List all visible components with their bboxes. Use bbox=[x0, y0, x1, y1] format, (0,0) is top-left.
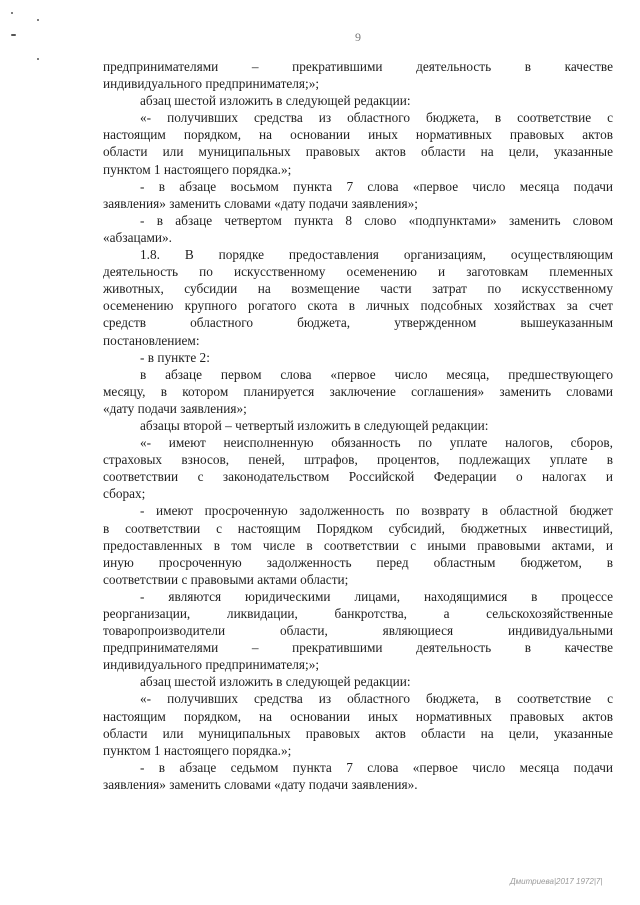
paragraph bbox=[103, 58, 613, 92]
text-line: животных, субсидии на возмещение части затрат по искусственному bbox=[103, 281, 613, 297]
text-line: предпринимателями – прекратившими деятельность в качестве bbox=[103, 640, 613, 656]
paragraph bbox=[103, 690, 613, 758]
text-line: «- получивших средства из областного бюджета, в соответствие с bbox=[140, 691, 613, 707]
paragraph bbox=[103, 434, 613, 502]
document-footer-code: Дмитриева|2017 1972|7| bbox=[510, 877, 603, 886]
scan-speck bbox=[37, 58, 39, 60]
text-line: 1.8. В порядке предоставления организациям, осуществляющим bbox=[140, 247, 613, 263]
text-line: абзац шестой изложить в следующей редакции: bbox=[140, 93, 411, 109]
text-line: соответствии с правовыми актами области; bbox=[103, 571, 349, 587]
paragraph bbox=[103, 759, 613, 793]
scan-speck bbox=[37, 19, 39, 21]
text-line: иную просроченную задолженность перед областным бюджетом, в bbox=[103, 554, 613, 570]
text-line: «дату подачи заявления»; bbox=[103, 400, 247, 416]
paragraph bbox=[103, 178, 613, 212]
text-line: товаропроизводители области, являющиеся индивидуальными bbox=[103, 623, 613, 639]
text-line: - в пункте 2: bbox=[140, 349, 210, 365]
text-line: - являются юридическими лицами, находящимися в процессе bbox=[140, 588, 613, 604]
text-line: пунктом 1 настоящего порядка.»; bbox=[103, 742, 292, 758]
text-line: сборах; bbox=[103, 486, 146, 502]
text-line: абзацы второй – четвертый изложить в следующей редакции: bbox=[140, 417, 489, 433]
text-line: постановлением: bbox=[103, 332, 200, 348]
text-line: осеменению крупного рогатого скота в личных подсобных хозяйствах за счет bbox=[103, 298, 613, 314]
text-line: - в абзаце седьмом пункта 7 слова «первое число месяца подачи bbox=[140, 759, 613, 775]
text-line: заявления» заменить словами «дату подачи заявления». bbox=[103, 776, 418, 792]
paragraph bbox=[103, 417, 613, 434]
scan-speck bbox=[11, 12, 13, 14]
paragraph bbox=[103, 673, 613, 690]
paragraph bbox=[103, 588, 613, 673]
paragraph bbox=[103, 92, 613, 109]
text-line: «- имеют неисполненную обязанность по уплате налогов, сборов, bbox=[140, 435, 613, 451]
text-line: настоящим порядком, на основании иных нормативных правовых актов bbox=[103, 127, 613, 143]
text-line: заявления» заменить словами «дату подачи заявления»; bbox=[103, 195, 419, 211]
text-line: предоставленных в том числе в соответствии с иными правовыми актами, и bbox=[103, 537, 613, 553]
scan-speck bbox=[11, 34, 16, 36]
paragraph bbox=[103, 366, 613, 417]
text-line: «абзацами». bbox=[103, 229, 172, 245]
text-line: реорганизации, ликвидации, банкротства, а сельскохозяйственные bbox=[103, 606, 613, 621]
text-line: области или муниципальных правовых актов области на цели, указанные bbox=[103, 725, 613, 741]
text-line: области или муниципальных правовых актов области на цели, указанные bbox=[103, 144, 613, 160]
text-line: деятельность по искусственному осеменению и заготовкам племенных bbox=[103, 264, 613, 280]
paragraph bbox=[103, 349, 613, 366]
paragraph bbox=[103, 502, 613, 587]
document-body bbox=[103, 58, 613, 793]
paragraph bbox=[103, 109, 613, 177]
text-line: предпринимателями – прекратившими деятельность в качестве bbox=[103, 59, 613, 74]
text-line: - имеют просроченную задолженность по возврату в областной бюджет bbox=[140, 503, 613, 519]
page-number: 9 bbox=[355, 30, 361, 44]
text-line: соответствии с законодательством Российской Федерации о налогах и bbox=[103, 469, 613, 485]
text-line: индивидуального предпринимателя;»; bbox=[103, 657, 320, 673]
text-line: страховых взносов, пеней, штрафов, процентов, подлежащих уплате в bbox=[103, 452, 613, 468]
text-line: в соответствии с настоящим Порядком субсидий, бюджетных инвестиций, bbox=[103, 520, 613, 536]
text-line: средств областного бюджета, утвержденном вышеуказанным bbox=[103, 315, 613, 331]
text-line: абзац шестой изложить в следующей редакции: bbox=[140, 674, 411, 690]
text-line: в абзаце первом слова «первое число месяца, предшествующего bbox=[140, 366, 613, 382]
text-line: настоящим порядком, на основании иных нормативных правовых актов bbox=[103, 708, 613, 724]
text-line: - в абзаце восьмом пункта 7 слова «первое число месяца подачи bbox=[140, 178, 613, 194]
text-line: «- получивших средства из областного бюджета, в соответствие с bbox=[140, 110, 613, 126]
text-line: - в абзаце четвертом пункта 8 слово «подпунктами» заменить словом bbox=[140, 212, 613, 228]
text-line: месяцу, в котором планируется заключение соглашения» заменить словами bbox=[103, 383, 613, 399]
text-line: пунктом 1 настоящего порядка.»; bbox=[103, 161, 292, 177]
paragraph bbox=[103, 212, 613, 246]
paragraph bbox=[103, 246, 613, 349]
text-line: индивидуального предпринимателя;»; bbox=[103, 76, 320, 92]
